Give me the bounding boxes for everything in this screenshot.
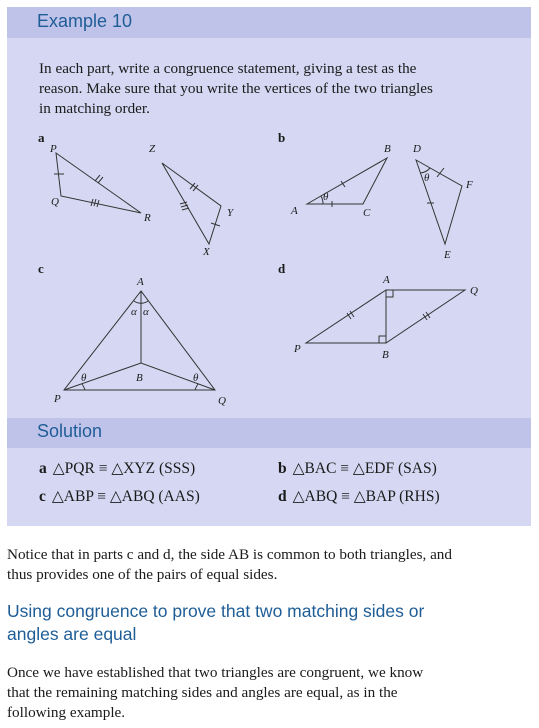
part-label-c: c xyxy=(38,261,44,276)
vertex-label: A xyxy=(291,205,298,217)
vertex-label: F xyxy=(466,179,473,191)
vertex-label: P xyxy=(54,393,61,405)
tick-mark xyxy=(98,177,103,183)
angle-label: θ xyxy=(323,191,329,203)
right-angle-mark xyxy=(386,290,393,297)
solution-title: Solution xyxy=(37,421,103,441)
para-line: following example. xyxy=(7,704,126,721)
vertex-label: E xyxy=(444,249,451,261)
angle-label: α xyxy=(131,306,137,318)
answer-a xyxy=(39,459,195,478)
answer-d xyxy=(278,487,440,506)
heading-line: angles are equal xyxy=(7,624,137,644)
example-box xyxy=(7,7,531,526)
answer-text: △PQR ≡ △XYZ (SSS) xyxy=(52,460,196,477)
tick-mark xyxy=(94,199,96,206)
triangle-figures xyxy=(7,7,531,418)
answer-text: △ABQ ≡ △BAP (RHS) xyxy=(292,488,440,505)
answer-part: c xyxy=(39,488,46,505)
part-label-a: a xyxy=(38,130,45,145)
angle-label: θ xyxy=(81,372,87,384)
vertex-label: C xyxy=(363,207,371,219)
note-paragraph xyxy=(7,545,532,585)
para-line: that the remaining matching sides and angles are equal, as in the xyxy=(7,684,398,701)
angle-label: α xyxy=(143,306,149,318)
figure-c xyxy=(38,261,226,407)
figure-b xyxy=(278,130,473,261)
example-title: Example 10 xyxy=(37,11,133,31)
vertex-label: R xyxy=(144,212,151,224)
intro-line: in matching order. xyxy=(39,100,150,117)
answer-b xyxy=(278,459,437,478)
answer-c xyxy=(39,487,200,506)
figure-a xyxy=(38,130,235,258)
vertex-label: Q xyxy=(470,285,478,297)
vertex-label: Q xyxy=(51,196,59,208)
vertex-label: D xyxy=(413,143,421,155)
answer-part: b xyxy=(278,460,287,477)
tick-mark xyxy=(95,175,100,181)
angle-arc xyxy=(195,384,198,390)
tick-mark xyxy=(423,314,427,320)
vertex-label: B xyxy=(384,143,391,155)
answer-text: △ABP ≡ △ABQ (AAS) xyxy=(51,488,200,505)
part-label-d: d xyxy=(278,261,286,276)
heading-line: Using congruence to prove that two matching sides or xyxy=(7,601,425,621)
vertex-label: B xyxy=(382,349,389,361)
section-heading xyxy=(7,600,424,646)
vertex-label: Z xyxy=(149,143,156,155)
vertex-label: P xyxy=(50,143,57,155)
note-line: Notice that in parts c and d, the side AB is common to both triangles, and xyxy=(7,546,452,563)
answer-part: a xyxy=(39,460,47,477)
angle-label: θ xyxy=(193,372,199,384)
part-label-b: b xyxy=(278,130,286,145)
vertex-label: B xyxy=(136,372,143,384)
angle-arc xyxy=(82,384,85,390)
intro-line: reason. Make sure that you write the vertices of the two triangles xyxy=(39,80,433,97)
angle-label: θ xyxy=(424,172,430,184)
figure-d xyxy=(278,261,478,361)
vertex-label: A xyxy=(383,274,390,286)
para-line: Once we have established that two triangles are congruent, we know xyxy=(7,664,424,681)
body-paragraph xyxy=(7,663,532,723)
triangle-bac xyxy=(307,158,387,204)
intro-line: In each part, write a congruence statement, giving a test as the xyxy=(39,60,417,77)
tick-mark xyxy=(426,312,430,318)
triangle-xyz xyxy=(162,163,221,244)
note-line: thus provides one of the pairs of equal sides. xyxy=(7,566,278,583)
right-angle-mark xyxy=(379,336,386,343)
vertex-label: A xyxy=(137,276,144,288)
answer-text: △BAC ≡ △EDF (SAS) xyxy=(292,460,437,477)
tick-mark xyxy=(182,208,189,210)
vertex-label: X xyxy=(203,246,210,258)
vertex-label: Q xyxy=(218,395,226,407)
answer-part: d xyxy=(278,488,287,505)
vertex-label: Y xyxy=(227,207,234,219)
vertex-label: P xyxy=(294,343,301,355)
